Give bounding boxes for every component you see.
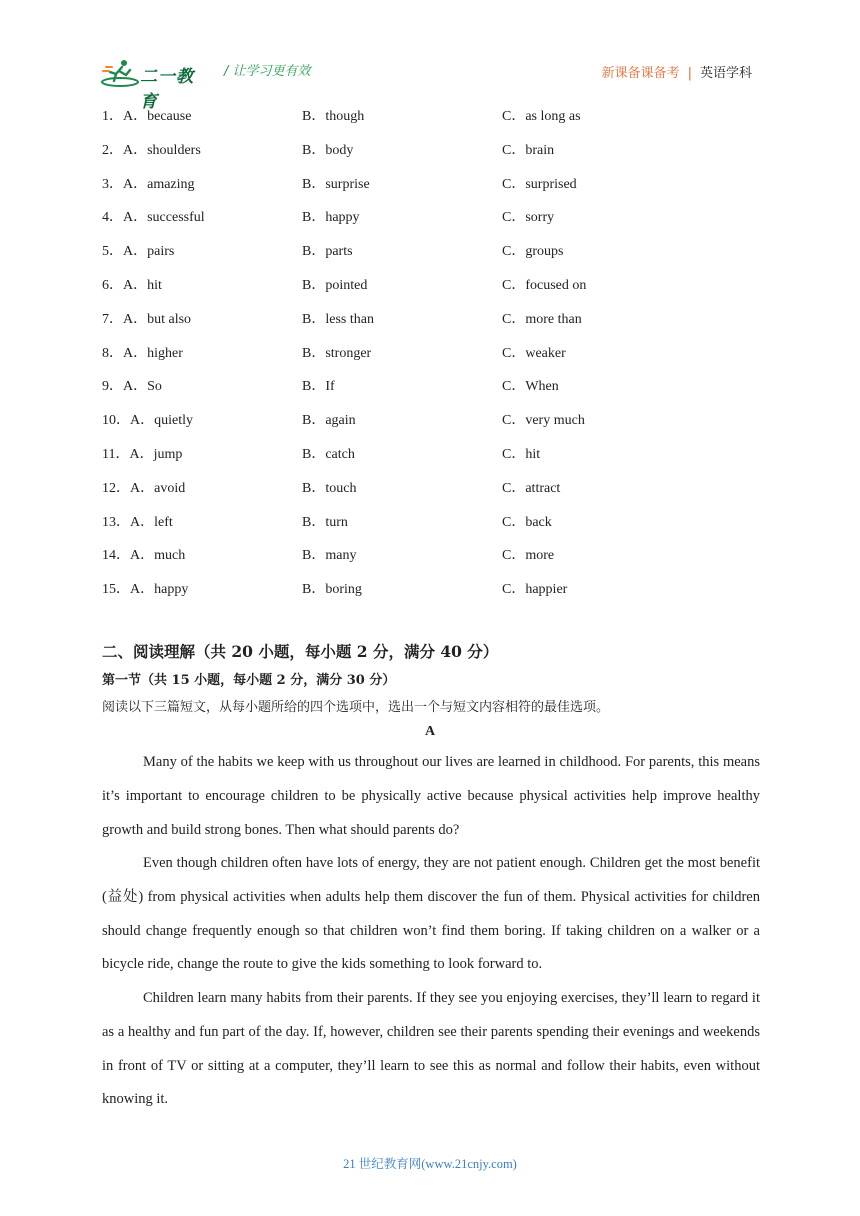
option-c: C．hit bbox=[502, 446, 541, 462]
option-b: B．again bbox=[302, 413, 356, 429]
option-b: B．catch bbox=[302, 446, 355, 462]
option-row bbox=[102, 578, 762, 612]
option-row bbox=[102, 240, 762, 274]
option-a: 3．A．amazing bbox=[102, 176, 195, 192]
option-a: 4．A．successful bbox=[102, 210, 205, 226]
option-c: C．weaker bbox=[502, 345, 566, 361]
option-a: 7．A．but also bbox=[102, 311, 192, 327]
option-a: 9．A．So bbox=[102, 379, 162, 395]
slogan: / 让学习更有效 bbox=[224, 64, 311, 79]
option-row bbox=[102, 544, 762, 578]
option-b: B．touch bbox=[302, 480, 357, 496]
option-a: 1．A．because bbox=[102, 109, 192, 124]
option-a: 8．A．higher bbox=[102, 345, 183, 361]
option-a: 10．A．quietly bbox=[102, 413, 193, 429]
option-a: 5．A．pairs bbox=[102, 244, 175, 260]
answer-options-list bbox=[102, 105, 762, 612]
option-b: B．body bbox=[302, 142, 354, 158]
option-b: B．boring bbox=[302, 582, 362, 598]
passage-paragraph: Many of the habits we keep with us throughout our lives are learned in childhood. For parents, this means it’s important to encourage children to be physically active because physical activities help improve healthy growth and build strong bones. Then what should parents do? bbox=[102, 754, 760, 838]
option-c: C．brain bbox=[502, 142, 555, 158]
option-row bbox=[102, 511, 762, 545]
logo-text: 二一教育 bbox=[140, 67, 194, 112]
option-a: 12．A．avoid bbox=[102, 480, 186, 496]
option-a: 2．A．shoulders bbox=[102, 142, 201, 158]
section-subtitle: 第一节（共 15 小题，每小题 2 分，满分 30 分） bbox=[102, 673, 396, 688]
header-subject: 英语学科 bbox=[699, 66, 752, 81]
runner-logo-icon bbox=[100, 58, 140, 88]
passage-paragraph: Even though children often have lots of energy, they are not patient enough. Children get the most benefit (益处) from physical activities when adults help them discover the fun of them. Physical activities for children should change frequently enough so that children won’t find them boring. If taking children on a walker or a bicycle ride, change the route to give the kids something to look forward to. bbox=[102, 855, 760, 973]
option-row bbox=[102, 274, 762, 308]
section-title: 二、阅读理解（共 20 小题，每小题 2 分，满分 40 分） bbox=[102, 642, 499, 661]
option-b: B．surprise bbox=[302, 176, 370, 192]
instruction-text: 阅读以下三篇短文，从每小题所给的四个选项中，选出一个与短文内容相符的最佳选项。 bbox=[102, 700, 610, 715]
option-c: C．as long as bbox=[502, 109, 581, 124]
option-b: B．many bbox=[302, 548, 357, 564]
option-c: C．focused on bbox=[502, 277, 587, 293]
option-c: C．more than bbox=[502, 311, 582, 327]
option-b: B．happy bbox=[302, 210, 360, 226]
option-c: C．attract bbox=[502, 480, 561, 496]
page-footer: 21 世纪教育网(www.21cnjy.com) bbox=[343, 1157, 517, 1171]
header-right bbox=[602, 62, 752, 81]
option-b: B．parts bbox=[302, 244, 353, 260]
option-c: C．more bbox=[502, 548, 555, 564]
option-c: C．groups bbox=[502, 244, 564, 260]
option-b: B．pointed bbox=[302, 277, 368, 293]
option-c: C．sorry bbox=[502, 210, 555, 226]
option-b: B．though bbox=[302, 109, 365, 124]
option-row bbox=[102, 409, 762, 443]
option-a: 15．A．happy bbox=[102, 582, 189, 598]
option-a: 13．A．left bbox=[102, 514, 173, 530]
option-c: C．very much bbox=[502, 413, 585, 429]
option-c: C．When bbox=[502, 379, 559, 395]
option-row bbox=[102, 105, 762, 139]
option-b: B．turn bbox=[302, 514, 348, 530]
header-separator: | bbox=[687, 66, 692, 81]
option-row bbox=[102, 139, 762, 173]
option-c: C．back bbox=[502, 514, 552, 530]
option-row bbox=[102, 375, 762, 409]
page-header bbox=[100, 56, 760, 112]
option-b: B．less than bbox=[302, 311, 374, 327]
option-c: C．surprised bbox=[502, 176, 577, 192]
option-a: 11．A．jump bbox=[102, 446, 183, 462]
option-row bbox=[102, 206, 762, 240]
header-course-label: 新课备课备考 bbox=[601, 66, 680, 81]
option-row bbox=[102, 173, 762, 207]
option-a: 14．A．much bbox=[102, 548, 186, 564]
option-row bbox=[102, 443, 762, 477]
passage-label: A bbox=[424, 724, 436, 739]
option-b: B．stronger bbox=[302, 345, 372, 361]
option-a: 6．A．hit bbox=[102, 277, 162, 293]
option-c: C．happier bbox=[502, 582, 568, 598]
option-row bbox=[102, 477, 762, 511]
passage-paragraph: Children learn many habits from their parents. If they see you enjoying exercises, they’ll learn to regard it as a healthy and fun part of the day. If, however, children see their parents spending their evenings and weekends in front of TV or sitting at a computer, they’ll learn to see this as normal and follow their habits, even without knowing it. bbox=[102, 990, 760, 1108]
option-row bbox=[102, 308, 762, 342]
logo bbox=[100, 58, 210, 112]
option-b: B．If bbox=[302, 379, 335, 395]
option-row bbox=[102, 342, 762, 376]
